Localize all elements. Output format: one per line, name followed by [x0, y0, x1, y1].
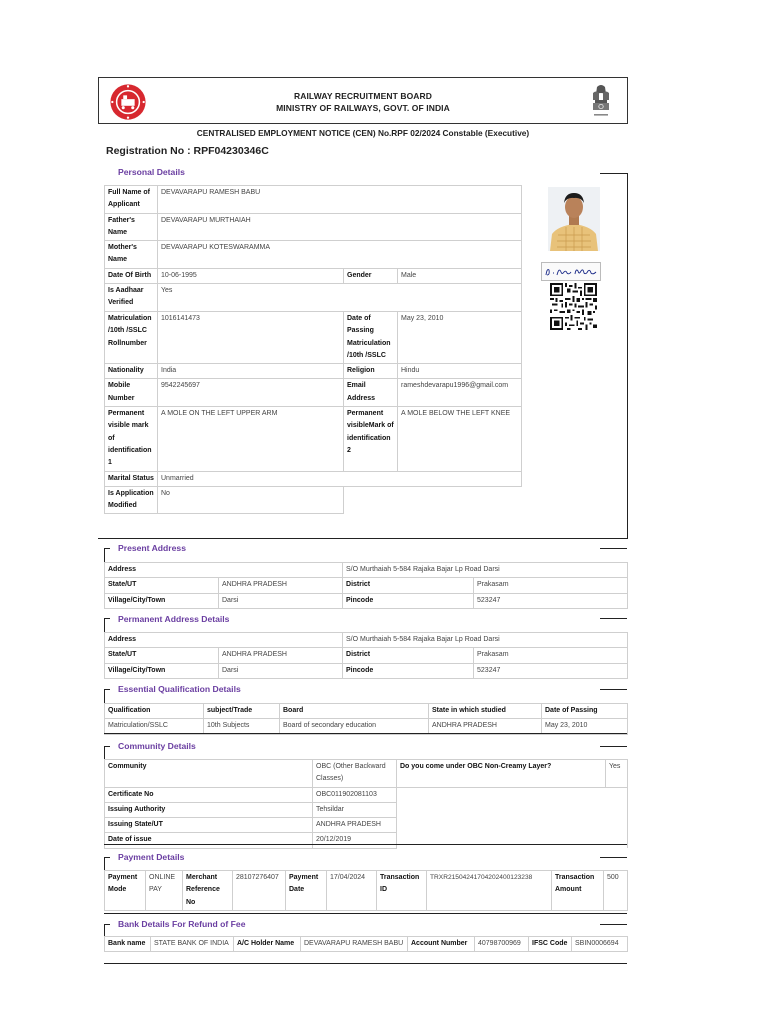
section-title-present: Present Address	[118, 543, 186, 553]
section-bracket	[104, 548, 110, 563]
table-row	[105, 379, 522, 407]
section-bracket	[104, 618, 110, 633]
field-value	[344, 486, 522, 514]
field-value: Darsi	[219, 663, 343, 678]
section-title-qualification: Essential Qualification Details	[118, 684, 241, 694]
field-value	[397, 787, 628, 848]
field-value: DEVAVARAPU RAMESH BABU	[301, 937, 408, 952]
field-value: OBC (Other Backward Classes)	[313, 760, 397, 788]
table-row	[105, 486, 522, 514]
field-label: Payment Mode	[105, 871, 146, 911]
permanent-address-table	[104, 632, 628, 679]
field-label: Merchant Reference No	[183, 871, 233, 911]
field-value: Unmarried	[158, 471, 522, 486]
field-value: Yes	[158, 284, 522, 312]
ministry-title: MINISTRY OF RAILWAYS, GOVT. OF INDIA	[276, 103, 450, 113]
field-value: Board of secondary education	[280, 719, 429, 734]
field-label: Gender	[344, 268, 398, 283]
divider	[104, 733, 627, 734]
field-label: Issuing State/UT	[105, 818, 313, 833]
table-row	[105, 871, 628, 911]
field-label: Religion	[344, 364, 398, 379]
board-title: RAILWAY RECRUITMENT BOARD	[293, 91, 433, 101]
table-row	[105, 268, 522, 283]
table-row	[105, 471, 522, 486]
field-label: Transaction Amount	[552, 871, 604, 911]
field-label: Village/City/Town	[105, 593, 219, 608]
field-label: Date of Passing Matriculation /10th /SSLC	[344, 312, 398, 364]
table-row	[105, 719, 628, 734]
field-label: Is Aadhaar Verified	[105, 284, 158, 312]
field-value: Matriculation/SSLC	[105, 719, 204, 734]
field-value: DEVAVARAPU KOTESWARAMMA	[158, 241, 522, 269]
field-value: No	[158, 486, 344, 514]
field-label: Pincode	[343, 593, 474, 608]
field-label: Matriculation /10th /SSLC Rollnumber	[105, 312, 158, 364]
payment-table	[104, 870, 628, 911]
divider	[600, 857, 627, 858]
field-label: A/C Holder Name	[234, 937, 301, 952]
field-value: 523247	[474, 663, 628, 678]
divider	[600, 173, 627, 174]
field-value: ANDHRA PRADESH	[219, 578, 343, 593]
divider	[600, 924, 627, 925]
field-value: May 23, 2010	[398, 312, 522, 364]
field-label: Mobile Number	[105, 379, 158, 407]
field-value: A MOLE ON THE LEFT UPPER ARM	[158, 407, 344, 471]
table-row	[105, 186, 522, 214]
table-row	[105, 593, 628, 608]
field-value: Prakasam	[474, 578, 628, 593]
field-label: Is Application Modified	[105, 486, 158, 514]
applicant-photo	[548, 187, 600, 251]
cen-title: CENTRALISED EMPLOYMENT NOTICE (CEN) No.RPF 02/2024 Constable (Executive)	[196, 128, 530, 138]
field-value: ANDHRA PRADESH	[219, 648, 343, 663]
field-label: State/UT	[105, 578, 219, 593]
section-title-personal: Personal Details	[118, 167, 185, 177]
qr-code	[550, 283, 597, 330]
field-value: TRXR21504241704202400123238	[427, 871, 552, 911]
section-title-payment: Payment Details	[118, 852, 185, 862]
national-emblem-icon	[587, 83, 615, 121]
signature-image	[543, 264, 599, 279]
table-row	[105, 663, 628, 678]
field-value: 28107276407	[233, 871, 286, 911]
divider	[600, 618, 627, 619]
table-row	[105, 213, 522, 241]
field-label: Pincode	[343, 663, 474, 678]
table-row	[105, 407, 522, 471]
field-label: State/UT	[105, 648, 219, 663]
field-value: Prakasam	[474, 648, 628, 663]
field-value: S/O Murthaiah 5-584 Rajaka Bajar Lp Road Darsi	[343, 563, 628, 578]
field-label: Community	[105, 760, 313, 788]
field-label: Permanent visibleMark of identification 2	[344, 407, 398, 471]
field-label: Email Address	[344, 379, 398, 407]
table-row	[105, 648, 628, 663]
field-label: Full Name of Applicant	[105, 186, 158, 214]
field-value: 500	[604, 871, 628, 911]
field-label: subject/Trade	[204, 704, 280, 719]
field-label: IFSC Code	[529, 937, 572, 952]
divider	[600, 746, 627, 747]
field-label: Qualification	[105, 704, 204, 719]
table-row	[105, 563, 628, 578]
field-value: 523247	[474, 593, 628, 608]
section-title-community: Community Details	[118, 741, 196, 751]
table-row	[105, 312, 522, 364]
field-label: Account Number	[408, 937, 475, 952]
field-value: DEVAVARAPU RAMESH BABU	[158, 186, 522, 214]
field-label: Date of issue	[105, 833, 313, 848]
bank-table	[104, 936, 628, 952]
field-label: Father's Name	[105, 213, 158, 241]
field-label: Date Of Birth	[105, 268, 158, 283]
field-label: Mother's Name	[105, 241, 158, 269]
field-label: Marital Status	[105, 471, 158, 486]
table-row	[105, 760, 628, 788]
field-value: India	[158, 364, 344, 379]
field-value: 17/04/2024	[327, 871, 377, 911]
table-row	[105, 364, 522, 379]
table-header-row	[105, 704, 628, 719]
field-value: DEVAVARAPU MURTHAIAH	[158, 213, 522, 241]
field-value: rameshdevarapu1996@gmail.com	[398, 379, 522, 407]
header-box	[98, 77, 628, 124]
field-value: OBC011902081103	[313, 787, 397, 802]
divider	[104, 844, 627, 845]
field-value: ONLINE PAY	[146, 871, 183, 911]
field-label: Payment Date	[286, 871, 327, 911]
table-row	[105, 241, 522, 269]
field-value: STATE BANK OF INDIA	[151, 937, 234, 952]
qualification-table	[104, 703, 628, 735]
section-title-bank: Bank Details For Refund of Fee	[118, 919, 246, 929]
field-label: Board	[280, 704, 429, 719]
field-value: 1016141473	[158, 312, 344, 364]
field-label: Certificate No	[105, 787, 313, 802]
divider	[600, 548, 627, 549]
personal-table-1	[104, 185, 522, 312]
table-row	[105, 787, 628, 802]
signature-box	[541, 262, 601, 281]
field-value: S/O Murthaiah 5-584 Rajaka Bajar Lp Road Darsi	[343, 633, 628, 648]
field-value: Tehsildar	[313, 802, 397, 817]
field-value: 10-06-1995	[158, 268, 344, 283]
indian-railways-logo	[109, 83, 147, 121]
present-address-table	[104, 562, 628, 609]
divider	[104, 913, 627, 914]
field-label: State in which studied	[429, 704, 542, 719]
field-value: SBIN0006694	[572, 937, 628, 952]
field-value: May 23, 2010	[542, 719, 628, 734]
field-label: Date of Passing	[542, 704, 628, 719]
field-label: Do you come under OBC Non-Creamy Layer?	[397, 760, 606, 788]
divider	[600, 689, 627, 690]
table-row	[105, 937, 628, 952]
field-value: ANDHRA PRADESH	[313, 818, 397, 833]
field-label: Permanent visible mark of identification 1	[105, 407, 158, 471]
registration-number: Registration No : RPF04230346C	[106, 145, 269, 157]
field-value: Yes	[606, 760, 628, 788]
personal-table-2	[104, 311, 522, 514]
field-value: ANDHRA PRADESH	[429, 719, 542, 734]
field-value: 20/12/2019	[313, 833, 397, 848]
field-label: Issuing Authority	[105, 802, 313, 817]
community-table	[104, 759, 628, 849]
field-value: 9542245697	[158, 379, 344, 407]
table-row	[105, 284, 522, 312]
field-value: Hindu	[398, 364, 522, 379]
field-value: 40798700969	[475, 937, 529, 952]
field-label: District	[343, 578, 474, 593]
field-label: Address	[105, 633, 343, 648]
table-row	[105, 578, 628, 593]
field-label: Village/City/Town	[105, 663, 219, 678]
field-value: A MOLE BELOW THE LEFT KNEE	[398, 407, 522, 471]
field-label: District	[343, 648, 474, 663]
field-value: 10th Subjects	[204, 719, 280, 734]
field-label: Nationality	[105, 364, 158, 379]
table-row	[105, 633, 628, 648]
section-title-permanent: Permanent Address Details	[118, 614, 230, 624]
field-label: Transaction ID	[377, 871, 427, 911]
section-bracket	[104, 689, 110, 704]
field-label: Address	[105, 563, 343, 578]
field-value: Darsi	[219, 593, 343, 608]
field-label: Bank name	[105, 937, 151, 952]
field-value: Male	[398, 268, 522, 283]
divider	[104, 963, 627, 964]
